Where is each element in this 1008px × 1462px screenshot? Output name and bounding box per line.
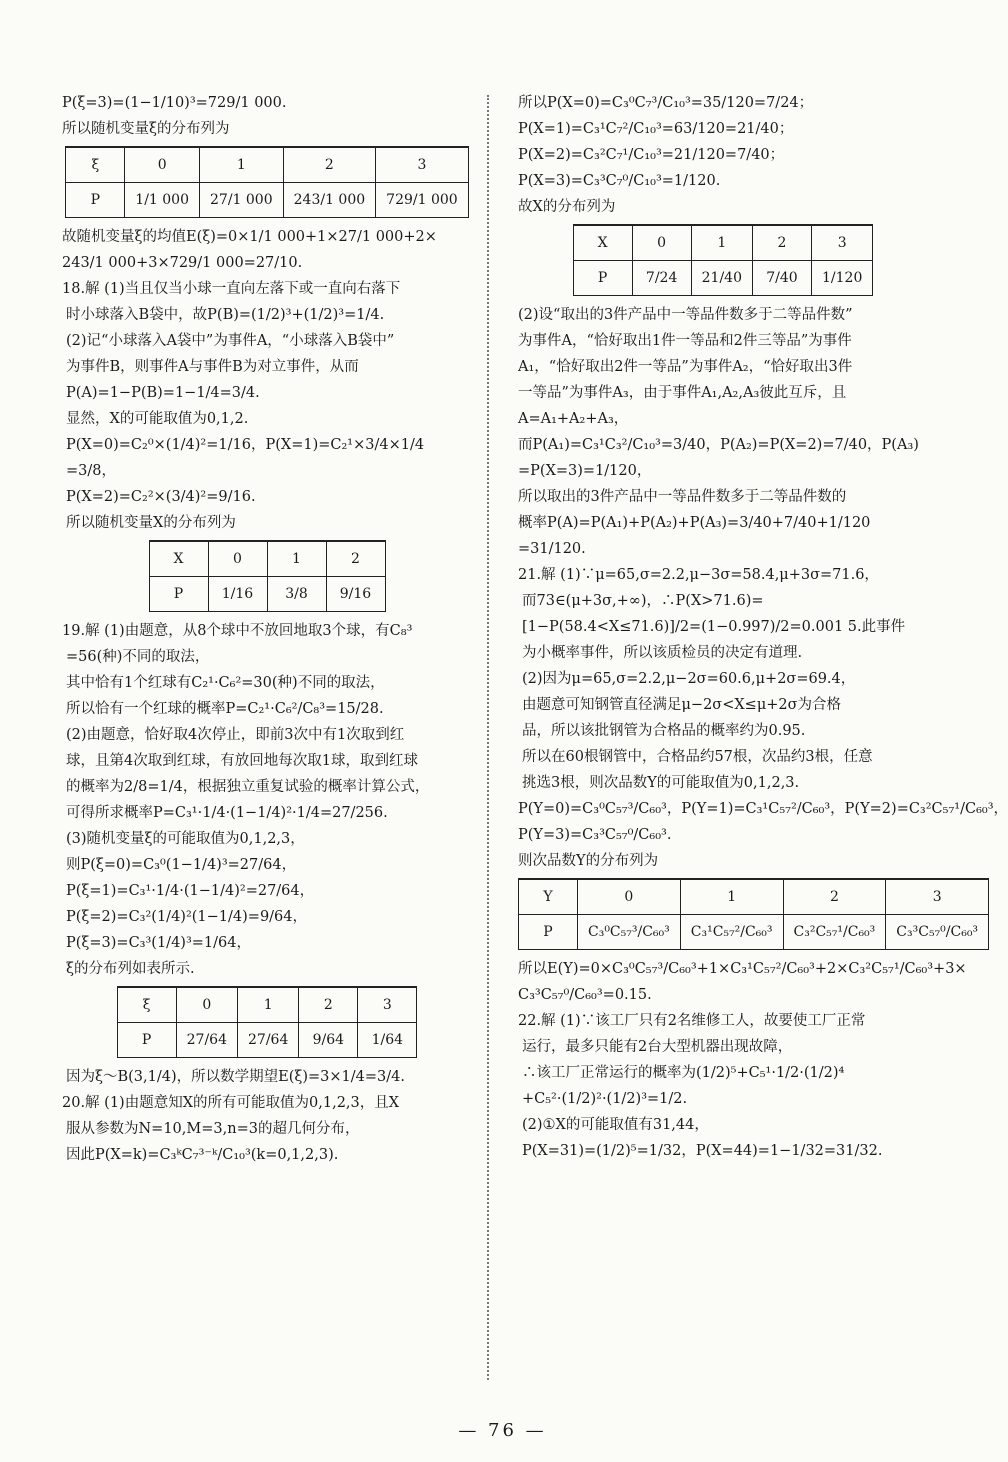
table-cell: 0 xyxy=(578,879,681,915)
table-cell: 2 xyxy=(753,225,812,261)
text-line: P(ξ=2)=C₃²(1/4)²(1−1/4)=9/64， xyxy=(66,909,307,925)
text-line: P(X=2)=C₃²C₇¹/C₁₀³=21/120=7/40； xyxy=(518,147,785,163)
text-line: 时小球落入B袋中，故P(B)=(1/2)³+(1/2)³=1/4. xyxy=(66,307,385,323)
table-cell: C₃⁰C₅₇³/C₆₀³ xyxy=(578,915,681,950)
text-line: 概率P(A)=P(A₁)+P(A₂)+P(A₃)=3/40+7/40+1/120 xyxy=(518,515,871,531)
text-line: [1−P(58.4<X≤71.6)]/2=(1−0.997)/2=0.001 5.此事件 xyxy=(522,619,906,635)
left-intro xyxy=(62,92,472,140)
table-cell: C₃¹C₅₇²/C₆₀³ xyxy=(680,915,783,950)
question-20 xyxy=(62,1066,472,1166)
text-line: 服从参数为N=10,M=3,n=3的超几何分布， xyxy=(66,1121,360,1137)
question-21 xyxy=(518,564,1008,872)
text-line: (2)因为μ=65,σ=2.2,μ−2σ=60.6,μ+2σ=69.4， xyxy=(522,671,856,687)
table-cell: X xyxy=(573,225,632,261)
table-cell: 1/1 000 xyxy=(125,183,200,218)
text-line: 运行，最多只能有2台大型机器出现故障， xyxy=(522,1039,793,1055)
left-column xyxy=(62,88,472,1170)
table-cell: Y xyxy=(519,879,578,915)
text-line: ξ的分布列如表所示. xyxy=(66,961,195,977)
text-line: =P(X=3)=1/120， xyxy=(518,463,652,479)
table-row xyxy=(149,577,385,612)
table-cell: P xyxy=(519,915,578,950)
text-line: 而73∈(μ+3σ,+∞)，∴P(X>71.6)= xyxy=(522,593,764,609)
text-line: P(Y=0)=C₃⁰C₅₇³/C₆₀³，P(Y=1)=C₃¹C₅₇²/C₆₀³，P(Y=2)=C₃²C₅₇¹/C₆₀³， xyxy=(518,801,1008,817)
text-line: 故随机变量ξ的均值E(ξ)=0×1/1 000+1×27/1 000+2× xyxy=(62,229,437,245)
table-cell: 2 xyxy=(326,541,385,577)
table-row xyxy=(573,225,873,261)
table-cell: 7/40 xyxy=(753,261,812,296)
table-cell: 7/24 xyxy=(632,261,691,296)
table-cell: 1/16 xyxy=(208,577,267,612)
text-line: 则次品数Y的分布列为 xyxy=(518,853,659,869)
right-intro xyxy=(518,92,928,218)
table-cell: X xyxy=(149,541,208,577)
distribution-table-y-21 xyxy=(518,878,989,950)
text-line: 为事件A，“恰好取出1件一等品和2件三等品”为事件 xyxy=(518,333,852,349)
table-cell: 9/16 xyxy=(326,577,385,612)
table-cell: 3 xyxy=(358,987,417,1023)
text-line: 球，且第4次取到红球，有放回地每次取1球，取到红球 xyxy=(66,753,418,769)
table-row xyxy=(573,261,873,296)
text-line: 则P(ξ=0)=C₃⁰(1−1/4)³=27/64， xyxy=(66,857,297,873)
table-cell: ξ xyxy=(117,987,176,1023)
table-row xyxy=(519,879,989,915)
text-line: ∴该工厂正常运行的概率为(1/2)⁵+C₅¹·1/2·(1/2)⁴ xyxy=(522,1065,845,1081)
table-cell: P xyxy=(66,183,125,218)
table-cell: 729/1 000 xyxy=(376,183,469,218)
text-line: P(A)=1−P(B)=1−1/4=3/4. xyxy=(66,385,260,401)
text-line: 所以随机变量ξ的分布列为 xyxy=(62,121,230,137)
text-line: 所以恰有一个红球的概率P=C₂¹·C₆²/C₈³=15/28. xyxy=(66,701,384,717)
text-line: 品，所以该批钢管为合格品的概率约为0.95. xyxy=(522,723,806,739)
table-cell: 2 xyxy=(783,879,886,915)
text-line: 为事件B，则事件A与事件B为对立事件，从而 xyxy=(66,359,359,375)
text-line: 的概率为2/8=1/4，根据独立重复试验的概率计算公式， xyxy=(66,779,430,795)
table-cell: 2 xyxy=(299,987,358,1023)
text-line: (2)记“小球落入A袋中”为事件A，“小球落入B袋中” xyxy=(66,333,395,349)
table-cell: 1 xyxy=(691,225,752,261)
text-line: P(ξ=3)=C₃³(1/4)³=1/64， xyxy=(66,935,251,951)
distribution-table-x-18 xyxy=(149,540,386,612)
table-cell: 0 xyxy=(632,225,691,261)
table-cell: 3 xyxy=(812,225,873,261)
table-cell: 1/120 xyxy=(812,261,873,296)
table-cell: 1/64 xyxy=(358,1023,417,1058)
table-cell: 1 xyxy=(267,541,326,577)
right-column xyxy=(518,88,1008,1166)
text-line: 所以P(X=0)=C₃⁰C₇³/C₁₀³=35/120=7/24； xyxy=(518,95,814,111)
question-19 xyxy=(62,620,472,980)
left-mean xyxy=(62,226,472,274)
table-cell: 2 xyxy=(283,147,376,183)
text-line: 243/1 000+3×729/1 000=27/10. xyxy=(62,255,303,271)
table-cell: 9/64 xyxy=(299,1023,358,1058)
question-18 xyxy=(62,278,472,534)
text-line: 所以在60根钢管中，合格品约57根，次品约3根，任意 xyxy=(522,749,873,765)
question-22 xyxy=(518,958,967,1162)
text-line: (3)随机变量ξ的可能取值为0,1,2,3， xyxy=(66,831,305,847)
text-line: 其中恰有1个红球有C₂¹·C₆²=30(种)不同的取法， xyxy=(66,675,385,691)
distribution-table-x-20 xyxy=(573,224,874,296)
text-line: P(ξ=1)=C₃¹·1/4·(1−1/4)²=27/64， xyxy=(66,883,315,899)
text-line: P(Y=3)=C₃³C₅₇⁰/C₆₀³. xyxy=(518,827,672,843)
table-cell: 0 xyxy=(125,147,200,183)
page-number: — 76 — xyxy=(458,1420,547,1441)
text-line: P(ξ=3)=(1−1/10)³=729/1 000. xyxy=(62,95,287,111)
table-row xyxy=(66,147,468,183)
table-cell: 3 xyxy=(886,879,989,915)
table-cell: C₃³C₅₇⁰/C₆₀³ xyxy=(886,915,989,950)
text-line: 所以随机变量X的分布列为 xyxy=(66,515,236,531)
table-cell: P xyxy=(149,577,208,612)
table-cell: C₃²C₅₇¹/C₆₀³ xyxy=(783,915,886,950)
table-cell: 0 xyxy=(208,541,267,577)
text-line: P(X=1)=C₃¹C₇²/C₁₀³=63/120=21/40； xyxy=(518,121,794,137)
text-line: 19.解 (1)由题意，从8个球中不放回地取3个球，有C₈³ xyxy=(62,623,413,639)
text-line: 所以取出的3件产品中一等品件数多于二等品件数的 xyxy=(518,489,847,505)
distribution-table-xi-19 xyxy=(117,986,418,1058)
text-line: 21.解 (1)∵μ=65,σ=2.2,μ−3σ=58.4,μ+3σ=71.6， xyxy=(518,567,879,583)
text-line: 而P(A₁)=C₃¹C₃²/C₁₀³=3/40，P(A₂)=P(X=2)=7/40，P(A₃) xyxy=(518,437,919,453)
text-line: A₁，“恰好取出2件一等品”为事件A₂，“恰好取出3件 xyxy=(518,359,853,375)
text-line: =3/8， xyxy=(66,463,116,479)
table-cell: ξ xyxy=(66,147,125,183)
text-line: =56(种)不同的取法， xyxy=(66,649,210,665)
text-line: P(X=3)=C₃³C₇⁰/C₁₀³=1/120. xyxy=(518,173,721,189)
table-cell: 1 xyxy=(200,147,284,183)
text-line: =31/120. xyxy=(518,541,586,557)
table-cell: 3/8 xyxy=(267,577,326,612)
text-line: P(X=31)=(1/2)⁵=1/32，P(X=44)=1−1/32=31/32. xyxy=(522,1143,883,1159)
distribution-table-xi-1 xyxy=(65,146,468,218)
table-row xyxy=(149,541,385,577)
table-row xyxy=(519,915,989,950)
table-cell: 1 xyxy=(238,987,299,1023)
text-line: 可得所求概率P=C₃¹·1/4·(1−1/4)²·1/4=27/256. xyxy=(66,805,388,821)
text-line: (2)由题意，恰好取4次停止，即前3次中有1次取到红 xyxy=(66,727,405,743)
table-cell: 21/40 xyxy=(691,261,752,296)
text-line: 22.解 (1)∵该工厂只有2名维修工人，故要使工厂正常 xyxy=(518,1013,866,1029)
table-cell: P xyxy=(117,1023,176,1058)
text-line: +C₅²·(1/2)²·(1/2)³=1/2. xyxy=(522,1091,688,1107)
table-row xyxy=(66,183,468,218)
text-line: 因此P(X=k)=C₃ᵏC₇³⁻ᵏ/C₁₀³(k=0,1,2,3). xyxy=(66,1147,339,1163)
text-line: 显然，X的可能取值为0,1,2. xyxy=(66,411,249,427)
text-line: 由题意可知钢管直径满足μ−2σ<X≤μ+2σ为合格 xyxy=(522,697,842,713)
text-line: P(X=2)=C₂²×(3/4)²=9/16. xyxy=(66,489,256,505)
table-row xyxy=(117,987,417,1023)
text-line: 故X的分布列为 xyxy=(518,199,616,215)
text-line: 挑选3根，则次品数Y的可能取值为0,1,2,3. xyxy=(522,775,800,791)
text-line: 为小概率事件，所以该质检员的决定有道理. xyxy=(522,645,803,661)
text-line: P(X=0)=C₂⁰×(1/4)²=1/16，P(X=1)=C₂¹×3/4×1/4 xyxy=(66,437,425,453)
text-line: A=A₁+A₂+A₃， xyxy=(518,411,629,427)
text-line: 18.解 (1)当且仅当小球一直向左落下或一直向右落下 xyxy=(62,281,401,297)
table-row xyxy=(117,1023,417,1058)
table-cell: 0 xyxy=(176,987,237,1023)
text-line: (2)设“取出的3件产品中一等品件数多于二等品件数” xyxy=(518,307,853,323)
table-cell: P xyxy=(573,261,632,296)
text-line: 所以E(Y)=0×C₃⁰C₅₇³/C₆₀³+1×C₃¹C₅₇²/C₆₀³+2×C₃²C₅₇¹/C₆₀³+3× xyxy=(518,961,967,977)
table-cell: 3 xyxy=(376,147,469,183)
text-line: 20.解 (1)由题意知X的所有可能取值为0,1,2,3，且X xyxy=(62,1095,400,1111)
table-cell: 243/1 000 xyxy=(283,183,376,218)
text-line: 一等品”为事件A₃，由于事件A₁,A₂,A₃彼此互斥，且 xyxy=(518,385,847,401)
text-line: 因为ξ～B(3,1/4)，所以数学期望E(ξ)=3×1/4=3/4. xyxy=(66,1069,405,1085)
question-20-part-2 xyxy=(518,304,928,560)
table-cell: 1 xyxy=(680,879,783,915)
column-divider xyxy=(487,95,489,1380)
table-cell: 27/64 xyxy=(238,1023,299,1058)
text-line: (2)①X的可能取值有31,44， xyxy=(522,1117,709,1133)
table-cell: 27/64 xyxy=(176,1023,237,1058)
text-line: C₃³C₅₇⁰/C₆₀³=0.15. xyxy=(518,987,652,1003)
table-cell: 27/1 000 xyxy=(200,183,284,218)
